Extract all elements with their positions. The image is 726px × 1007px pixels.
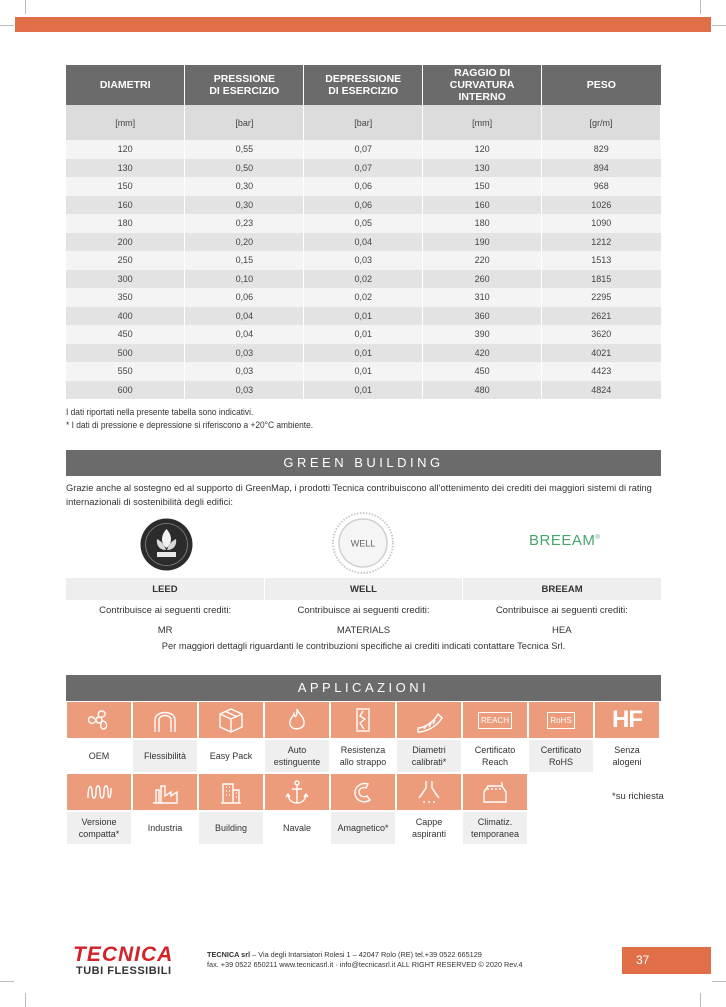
table-cell: 0,04 [185,307,304,326]
reach-icon-text: REACH [478,712,512,729]
rohs-icon-text: RoHS [547,712,574,729]
table-cell: 0,03 [185,362,304,381]
table-cell: 0,04 [185,325,304,344]
breeam-mark: ® [595,535,601,541]
table-cell: 0,07 [304,159,423,178]
table-cell: 1090 [542,214,661,233]
table-cell: 0,05 [304,214,423,233]
flame-icon [265,702,329,738]
table-row [66,159,661,178]
table-row [66,140,661,159]
table-row [66,381,661,400]
table-row [66,362,661,381]
table-cell: 420 [423,344,542,363]
footer-address [207,950,523,970]
table-cell: 130 [66,159,185,178]
cert-credit: HEA [552,624,572,636]
hf-icon-text: HF [612,706,642,733]
well-logo-text: WELL [350,538,376,549]
table-row [66,325,661,344]
app-label [595,740,659,772]
table-cell: 150 [66,177,185,196]
table-cell: 0,01 [304,362,423,381]
table-row [66,214,661,233]
header-raggio: RAGGIO DI CURVATURA INTERNO [423,65,542,105]
certifications-table [66,578,661,640]
table-cell: 600 [66,381,185,400]
table-cell: 0,02 [304,288,423,307]
app-label [529,740,593,772]
app-label-text: Senza alogeni [612,745,642,767]
table-cell: 4824 [542,381,661,400]
cert-contrib: Contribuisce ai seguenti crediti: [99,604,232,616]
table-row [66,307,661,326]
table-cell: 0,01 [304,307,423,326]
table-cell: 250 [66,251,185,270]
table-row [66,344,661,363]
app-label [397,812,461,844]
page-number: 37 [622,947,711,974]
compact-coil-icon [67,774,131,810]
app-label-text: Versione compatta* [78,817,120,839]
table-cell: 4021 [542,344,661,363]
app-label [67,812,131,844]
table-cell: 450 [66,325,185,344]
applicazioni-title: APPLICAZIONI [66,675,661,701]
magnet-icon [331,774,395,810]
table-cell: 180 [423,214,542,233]
app-label-text: Certificato RoHS [540,745,582,767]
cert-name-leed: LEED [66,578,264,600]
app-label-text: Climatiz. temporanea [470,817,520,839]
app-label [463,812,527,844]
table-cell: 894 [542,159,661,178]
app-label-text: Navale [282,823,311,833]
table-cell: 190 [423,233,542,252]
halogen-free-icon [595,702,659,738]
tear-resistance-icon [331,702,395,738]
table-cell: 310 [423,288,542,307]
table-cell: 160 [423,196,542,215]
app-label [133,812,197,844]
table-cell: 0,01 [304,381,423,400]
footer-address-line1: – Via degli Intarsiatori Rolesi 1 – 42047 Rolo (RE) tel.+39 0522 665129 [250,950,482,959]
table-cell: 0,07 [304,140,423,159]
table-cell: 1026 [542,196,661,215]
table-cell: 200 [66,233,185,252]
table-cell: 400 [66,307,185,326]
note-line: * I dati di pressione e depressione si riferiscono a +20°C ambiente. [66,420,314,431]
temporary-climate-icon [463,774,527,810]
building-icon [199,774,263,810]
table-row [66,177,661,196]
app-label [463,740,527,772]
table-cell: 0,03 [185,344,304,363]
footer-company: TECNICA srl [207,950,251,959]
app-label-text: Easy Pack [209,751,253,761]
unit-cell: [mm] [66,105,185,140]
table-row [66,233,661,252]
units-row [66,105,661,140]
app-label [199,740,263,772]
app-label-text: Industria [147,823,183,833]
app-label-text: OEM [88,751,110,761]
app-label [133,740,197,772]
app-label [331,812,395,844]
table-cell: 968 [542,177,661,196]
app-label-text: Certificato Reach [474,745,516,767]
app-label-text: Cappe aspiranti [411,817,447,839]
app-label-text: Diametri calibrati* [411,745,447,767]
flexible-hose-icon [133,702,197,738]
table-cell: 2295 [542,288,661,307]
table-cell: 2621 [542,307,661,326]
table-cell: 0,50 [185,159,304,178]
app-label [265,812,329,844]
green-building-contact-note: Per maggiori dettagli riguardanti le contribuzioni specifiche ai crediti indicati contattare Tecnica Srl. [161,641,566,651]
note-line: I dati riportati nella presente tabella sono indicativi. [66,407,254,418]
table-cell: 0,15 [185,251,304,270]
app-label [199,812,263,844]
app-label-text: Resistenza allo strappo [339,745,387,767]
cert-contrib: Contribuisce ai seguenti crediti: [495,604,628,616]
extractor-hood-icon [397,774,461,810]
app-label [67,740,131,772]
table-cell: 4423 [542,362,661,381]
header-peso: PESO [542,65,661,105]
specifications-table [66,65,661,399]
box-icon [199,702,263,738]
table-row [66,288,661,307]
table-cell: 300 [66,270,185,289]
table-cell: 0,06 [304,196,423,215]
cert-credit: MATERIALS [336,624,391,636]
table-cell: 0,06 [304,177,423,196]
reach-icon [463,702,527,738]
table-cell: 0,01 [304,325,423,344]
table-cell: 450 [423,362,542,381]
breeam-logo-text: BREEAM [529,532,596,549]
app-label [265,740,329,772]
footer-address-line2: fax. +39 0522 650211 www.tecnicasrl.it · info@tecnicasrl.it ALL RIGHT RESERVED © 2020 Rev.4 [207,960,523,969]
header-pressione: PRESSIONE DI ESERCIZIO [185,65,304,105]
cert-contrib: Contribuisce ai seguenti crediti: [297,604,430,616]
table-cell: 260 [423,270,542,289]
on-request-note: *su richiesta [612,791,664,802]
app-label [397,740,461,772]
table-cell: 0,06 [185,288,304,307]
table-cell: 350 [66,288,185,307]
unit-cell: [mm] [423,105,542,140]
table-cell: 130 [423,159,542,178]
table-cell: 120 [66,140,185,159]
table-cell: 360 [423,307,542,326]
table-row [66,196,661,215]
table-cell: 150 [423,177,542,196]
table-row [66,251,661,270]
cert-name-well: WELL [264,578,462,600]
factory-icon [133,774,197,810]
table-cell: 0,01 [304,344,423,363]
table-cell: 550 [66,362,185,381]
leed-logo [139,517,194,572]
table-cell: 160 [66,196,185,215]
table-cell: 220 [423,251,542,270]
unit-cell: [bar] [185,105,304,140]
table-cell: 0,03 [304,251,423,270]
app-label-text: Amagnetico* [337,823,389,833]
table-notes [66,406,347,432]
app-label-text: Building [214,823,248,833]
table-cell: 1513 [542,251,661,270]
table-cell: 390 [423,325,542,344]
green-building-intro: Grazie anche al sostegno ed al supporto di GreenMap, i prodotti Tecnica contribuiscono all’ottenimento dei crediti dei maggiori sistemi di rating internazionali di sostenibilità degli edifici: [66,483,652,507]
app-label [331,740,395,772]
green-building-title: GREEN BUILDING [66,450,661,476]
table-cell: 0,03 [185,381,304,400]
app-label-text: Auto estinguente [273,745,321,767]
header-depressione: DEPRESSIONE DI ESERCIZIO [304,65,423,105]
table-cell: 0,23 [185,214,304,233]
table-cell: 0,30 [185,177,304,196]
rohs-icon [529,702,593,738]
app-label-text: Flessibilità [143,751,186,761]
table-cell: 0,10 [185,270,304,289]
table-cell: 0,30 [185,196,304,215]
table-cell: 829 [542,140,661,159]
table-cell: 0,04 [304,233,423,252]
breeam-logo [529,532,600,549]
tecnica-logo-subtitle: TUBI FLESSIBILI [76,965,172,977]
caliper-icon [397,702,461,738]
anchor-icon [265,774,329,810]
unit-cell: [gr/m] [542,105,661,140]
table-cell: 0,20 [185,233,304,252]
table-cell: 1815 [542,270,661,289]
top-accent-bar [15,17,711,32]
cert-credit: MR [157,624,173,636]
table-cell: 0,55 [185,140,304,159]
unit-cell: [bar] [304,105,423,140]
cert-name-breeam: BREEAM [463,578,661,600]
table-cell: 500 [66,344,185,363]
table-cell: 1212 [542,233,661,252]
well-logo [331,511,395,575]
tecnica-logo: TECNICA [73,943,174,966]
fan-icon [67,702,131,738]
table-row [66,270,661,289]
table-cell: 480 [423,381,542,400]
table-cell: 0,02 [304,270,423,289]
header-diametri: DIAMETRI [66,65,185,105]
table-cell: 180 [66,214,185,233]
table-cell: 120 [423,140,542,159]
table-cell: 3620 [542,325,661,344]
